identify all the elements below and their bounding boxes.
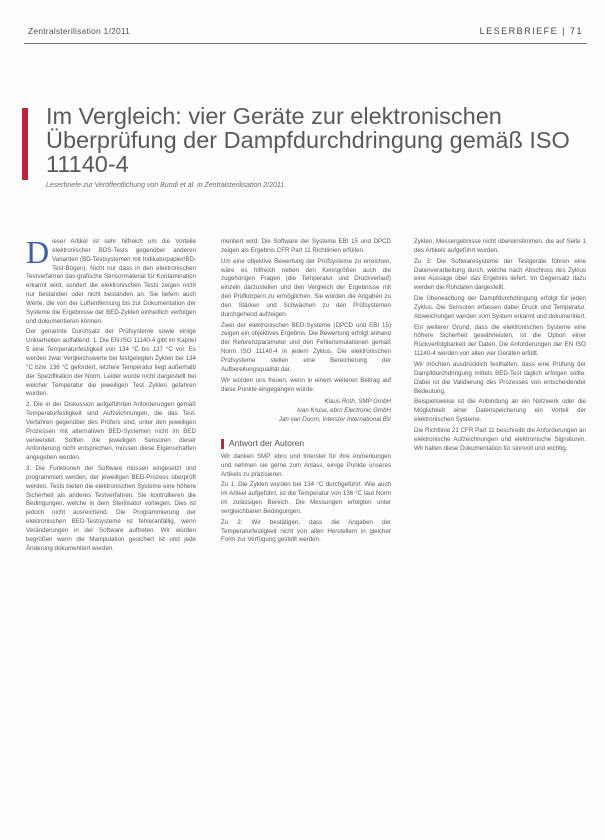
paragraph: Um eine objektive Bewertung der Prüfsysteme zu erreichen, wäre es hilfreich neben den Kenngrößen auch die zugehörigen Fragen (die Temperatur und Druckverlauf) einzeln darzustellen und den Vergleich der Ergebnisse mit den Prüfkörpern zu ermöglichen. Sie würden die Angaben zu den Stärken und Schwächen zu den Prüfsystemen durchgehend aufzeigen.	[221, 257, 391, 318]
drop-cap: D	[26, 238, 50, 270]
article-title: Im Vergleich: vier Geräte zur elektronischen Überprüfung der Dampfdurchdringung gemäß ISO 11140-4	[46, 103, 570, 177]
paragraph: ieser Artikel ist sehr hilfreich um die Vorteile elektronischer BDS-Tests gegenüber anderen Varianten (BD-Testsystemen mit Indikatorpapier/BD-Test-Bögen). Nicht nur dass in den elektronischen Testverfahren das grafische Sensormaterial für Kontamination erkannt wird, sondert die elektronischen Tests zeigen nicht nur bestanden oder nicht bestanden an. Sie liefern auch Werte, die von der Luftentfernung bis zur Dokumentation der Systeme die Ergebnisse der BED-Zyklen einheitlich verfolgen und dokumentieren können.	[26, 238, 196, 325]
paragraph: Zu 3: Die Softwaresysteme der Testgeräte führen eine Datenverarbeitung durch, welche nach Abschluss des Zyklus eine Aussage über das Ergebnis liefert. Im Gegensatz dazu werden die Rohdaten dargestellt.	[414, 257, 586, 292]
paragraph: Zu 2: Wir bestätigen, dass die Angaben der Temperaturfestigkeit nicht von allen Herstellern in gleicher Form zur Verfügung gestellt werden.	[221, 518, 391, 544]
paragraph: Ein weiterer Grund, dass die elektronischen Systeme eine höhere Sicherheit gewährleisten, ist die Option einer Rückverfolgbarkeit der Daten. Die Anforderungen der EN ISO 11140-4 werden von allen vier Geräten erfüllt.	[414, 323, 586, 358]
paragraph: Der genannte Durchsatz der Prüfsysteme sowie einige Unklarheiten auffallend: 1. Die EN ISO 11140-4 gibt im Kapitel 5 eine Temperaturfestigkeit von 134 °C bis 137 °C vor. Es werden zwar Vergleichswerte bei festgelegten Zyklen bei 134 °C bzw. 136 °C gefordert, letztere Temperatur liegt außerhalb der Spezifikation der Norm. Leider wurde nicht dargestellt bei welcher Temperatur die jeweiligen Test Zyklen gefahren wurden.	[26, 328, 196, 398]
reply-heading	[221, 439, 391, 449]
header-rule	[24, 43, 587, 44]
reply-heading-text: Antwort der Autoren	[229, 438, 305, 449]
column-1	[26, 238, 196, 828]
intro-paragraph	[26, 238, 196, 326]
paragraph: mentiert wird. Die Software der Systeme EBI 15 und DPCD zeigen als Ergebnis CFR Part 11 Richtlinien erfüllen.	[221, 238, 391, 254]
paragraph: Zu 1: Die Zyklen wurden bei 134 °C durchgeführt. Wie auch im Artikel aufgeführt, ist die Temperatur von 136 °C laut Norm im zulässigen Bereich. Die Messungen erfolgten unter vergleichbaren Bedingungen.	[221, 481, 391, 515]
paragraph: Wir danken SMP, ebro und Interster für ihre Anmerkungen und nehmen sie gerne zum Anlass, einige Punkte unseres Artikels zu präzisieren.	[221, 452, 391, 478]
title-accent-bar	[22, 108, 28, 180]
paragraph: Wir würden uns freuen, wenn in einem weiteren Beitrag auf diese Punkte eingegangen würde.	[221, 376, 391, 393]
paragraph: Wir möchten ausdrücklich festhalten, dass eine Prüfung der Dampfdurchdringung mittels BED-Test täglich erfolgen sollte. Dabei ist die Validierung des Prozesses von entscheidender Bedeutung.	[414, 360, 586, 395]
signature-line: Jan van Doorn, Interster International BV	[278, 416, 391, 424]
section-header: LESERBRIEFE | 71	[479, 26, 583, 36]
paragraph: Zwei der elektronischen BED-Systeme (DPCD und EBI 15) zeigen ein objektives Ergebnis. Die Bewertung erfolgt anhand der Referenzparameter und den Fehlersimulationen gemäß Norm ISO 11140-4 in jedem Zyklus. Die elektronischen Prüfsysteme stellen eine Bereicherung der Aufbereitungsqualität dar.	[221, 321, 391, 373]
heading-accent-bar	[221, 439, 224, 449]
paragraph: Zyklen, Messergebnisse nicht übereinstimmen, die auf Seite 1 des Artikels aufgeführt wurden.	[414, 238, 586, 254]
paragraph: 2. Die in der Diskussion aufgeführten Anforderungen gemäß Temperaturfestigkeit sind Aufzeichnungen, die das Test-Verfahren gegenüber des Prüfers sind, unter den jeweiligen Prozessen mit alternativen BED-Systemen nicht im BED verwendet. Sollten die jeweiligen Sensoren dieser Anforderung nicht entsprechen, müssen diese Eigenschaften angegeben werden.	[26, 401, 196, 462]
article-subtitle: Leserbriefe zur Veröffentlichung von Bundi et al. in Zentralsterilisation 2/2011	[46, 182, 285, 189]
paragraph: Beispielsweise ist die Anbindung an ein Netzwerk oder die Möglichkeit einer Datenspeicherung ein Vorteil der elektronischen Systeme.	[414, 398, 586, 424]
signature-line: Ivan Kruse, ebro Electronic GmbH	[297, 407, 391, 415]
column-3	[414, 238, 586, 828]
column-2	[221, 238, 391, 828]
journal-header: Zentralsterilisation 1/2011	[28, 26, 131, 36]
signature-block	[221, 398, 391, 425]
paragraph: 3. Die Funktionen der Software müssen eingesetzt und programmiert werden, der jeweiligen BED-Prozess überprüft werden. Tests bieten die elektronischen Systeme eine höhere Sicherheit als anderes Testverfahren. Sie kontrollieren die Bedingungen, welche in dem Sterilisator vorliegen. Dies ist jedoch nicht ausreichend. Die Programmierung der elektronischen BED-Testsysteme ist fehleranfällig, wenn Veränderungen in der Software auftreten. Wir würden begrüßen wenn die Manipulation gesichert ist und jede Änderung dokumentiert werden.	[26, 465, 196, 552]
paragraph: Die Überwachung der Dampfdurchdringung erfolgt für jeden Zyklus. Die Sensoren erfassen dabei Druck und Temperatur. Abweichungen werden vom System erkannt und dokumentiert.	[414, 295, 586, 320]
signature-line: Klaus Roth, SMP GmbH	[324, 398, 391, 406]
paragraph: Die Richtlinie 21 CFR Part 11 beschreibt die Anforderungen an elektronische Aufzeichnungen und elektronische Signaturen. Wir halten diese Dokumentation für sinnvoll und wichtig.	[414, 426, 586, 452]
